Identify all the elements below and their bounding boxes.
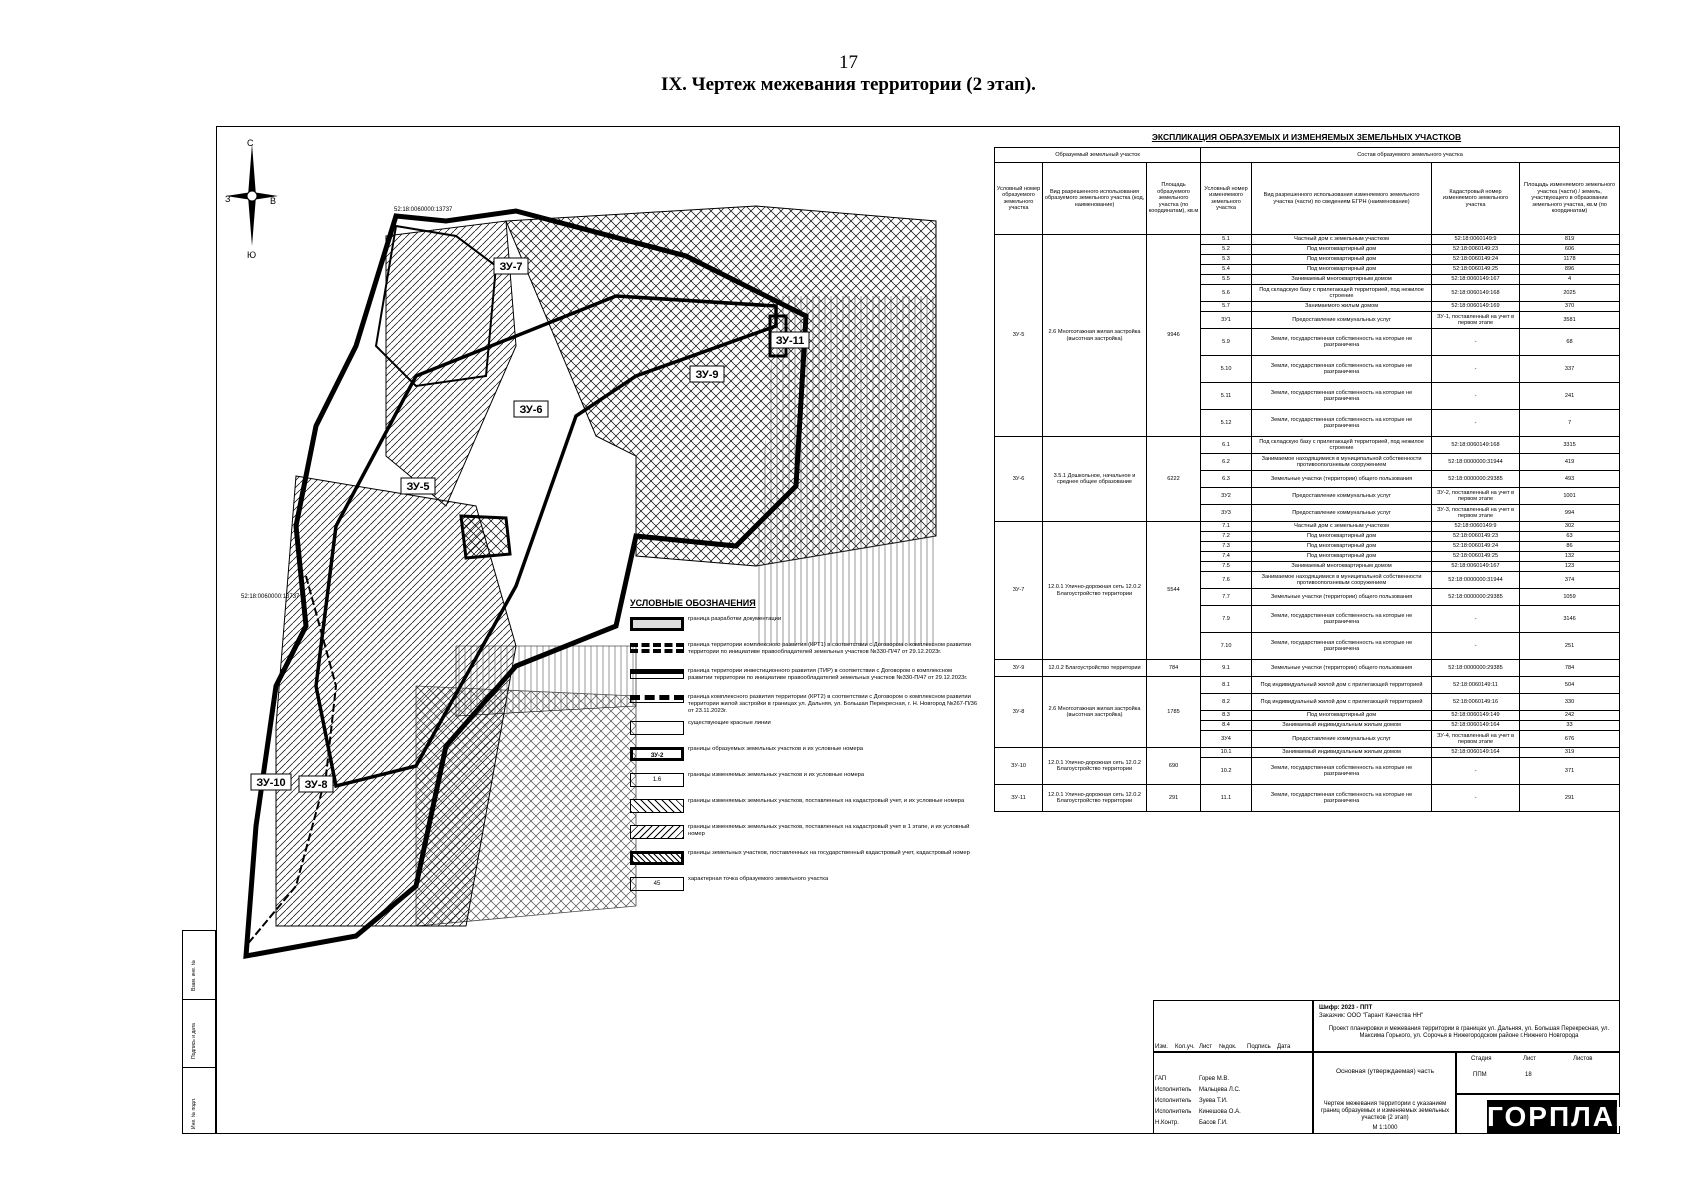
- stage-head: Стадия: [1471, 1056, 1492, 1062]
- legend-symbol: [630, 851, 684, 865]
- explication-title: ЭКСПЛИКАЦИЯ ОБРАЗУЕМЫХ И ИЗМЕНЯЕМЫХ ЗЕМЕЛЬНЫХ УЧАСТКОВ: [1151, 132, 1462, 142]
- zu-area: 6222: [1147, 437, 1201, 522]
- zu-zu: ЗУ-6: [995, 437, 1043, 522]
- zu-use: 2.6 Многоэтажная жилая застройка (высотная застройка): [1043, 235, 1147, 437]
- table-cell: 52:18:0060149:24: [1432, 255, 1520, 265]
- table-cell: -: [1432, 329, 1520, 356]
- zu-use: 12.0.1 Улично-дорожная сеть 12.0.2 Благоустройство территории: [1043, 748, 1147, 785]
- compass-east: В: [270, 196, 277, 206]
- column-header: Условный номер изменяемого земельного участка: [1201, 163, 1252, 235]
- column-header: Вид разрешенного использования изменяемого земельного участка (части) по сведениям ЕГРН (наименование): [1252, 163, 1432, 235]
- table-cell: Под многоквартирный дом: [1252, 245, 1432, 255]
- table-cell: -: [1432, 785, 1520, 812]
- cad-number-top: 52:18:0060000:13737: [394, 207, 453, 213]
- zu-area: 1785: [1147, 677, 1201, 748]
- table-cell: 7.6: [1201, 572, 1252, 589]
- label-zu6: ЗУ-6: [519, 404, 543, 416]
- zu-zu: ЗУ-9: [995, 660, 1043, 677]
- legend-item: [630, 796, 980, 822]
- table-cell: 5.5: [1201, 275, 1252, 285]
- table-cell: 6.3: [1201, 471, 1252, 488]
- table-cell: 52:18:0000000:29385: [1432, 471, 1520, 488]
- table-cell: 5.3: [1201, 255, 1252, 265]
- table-cell: 5.9: [1201, 329, 1252, 356]
- table-cell: Занимаемый многоквартирным домом: [1252, 275, 1432, 285]
- table-cell: 291: [1520, 785, 1620, 812]
- stamp-head: Дата: [1277, 1044, 1291, 1050]
- table-cell: 52:18:0060149:25: [1432, 552, 1520, 562]
- table-cell: 123: [1520, 562, 1620, 572]
- zu-use: 12.0.1 Улично-дорожная сеть 12.0.2 Благоустройство территории: [1043, 522, 1147, 660]
- table-row: [995, 437, 1620, 454]
- legend-item: [630, 822, 980, 848]
- column-header: Площадь образуемого земельного участка (по координатам), кв.м: [1147, 163, 1201, 235]
- legend-text: граница разработки документации: [688, 616, 782, 622]
- legend-item: [630, 718, 980, 744]
- table-cell: 52:18:0060149:164: [1432, 748, 1520, 758]
- table-cell: Под многоквартирный дом: [1252, 542, 1432, 552]
- legend-item: [630, 692, 980, 718]
- stamp-head: Изм.: [1155, 1044, 1168, 1050]
- table-cell: 504: [1520, 677, 1620, 694]
- table-cell: 6.1: [1201, 437, 1252, 454]
- table-cell: Под индивидуальный жилой дом с прилегающей территорией: [1252, 694, 1432, 711]
- table-cell: 10.1: [1201, 748, 1252, 758]
- table-cell: -: [1432, 758, 1520, 785]
- table-cell: 8.4: [1201, 721, 1252, 731]
- table-cell: 3У4: [1201, 731, 1252, 748]
- table-cell: 1001: [1520, 488, 1620, 505]
- table-cell: 374: [1520, 572, 1620, 589]
- table-cell: 7.1: [1201, 522, 1252, 532]
- table-cell: 606: [1520, 245, 1620, 255]
- label-zu10: ЗУ-10: [256, 777, 286, 789]
- legend-symbol: [630, 643, 684, 653]
- table-cell: Земли, государственная собственность на которые не разграничена: [1252, 410, 1432, 437]
- table-cell: 52:18:0060149:9: [1432, 235, 1520, 245]
- stamp-head: №док.: [1219, 1044, 1237, 1050]
- table-cell: Занимаемый индивидуальным жилым домом: [1252, 721, 1432, 731]
- table-cell: Частный дом с земельным участком: [1252, 235, 1432, 245]
- legend-symbol: ЗУ-2: [630, 747, 684, 761]
- legend-text: граница территории комплексного развития (КРТ1) в соответствии с Договором о комплексном развитии территории по инициативе правообладателей земельных участков №330-П/47 от 29.12.2023г.: [688, 642, 971, 655]
- table-cell: 3У1: [1201, 312, 1252, 329]
- zu-zu: ЗУ-8: [995, 677, 1043, 748]
- zu-area: 784: [1147, 660, 1201, 677]
- legend-item: [630, 848, 980, 874]
- group-header-right: Состав образуемого земельного участка: [1201, 148, 1620, 163]
- table-cell: 337: [1520, 356, 1620, 383]
- table-cell: 370: [1520, 302, 1620, 312]
- table-cell: 52:18:0060149:23: [1432, 532, 1520, 542]
- legend-item: [630, 770, 980, 796]
- table-cell: Земельные участки (территории) общего пользования: [1252, 660, 1432, 677]
- table-row: [995, 748, 1620, 758]
- page-number: 17: [839, 52, 858, 73]
- table-cell: 52:18:0060149:23: [1432, 245, 1520, 255]
- page-title: IX. Чертеж межевания территории (2 этап).: [661, 74, 1036, 95]
- table-cell: 7: [1520, 410, 1620, 437]
- table-cell: Под многоквартирный дом: [1252, 552, 1432, 562]
- company-logo: ГОРПЛАН: [1487, 1101, 1638, 1132]
- table-cell: 896: [1520, 265, 1620, 275]
- legend-symbol: 1.6: [630, 773, 684, 787]
- scale: М 1:1000: [1372, 1125, 1398, 1131]
- table-cell: 33: [1520, 721, 1620, 731]
- label-zu7: ЗУ-7: [499, 261, 523, 273]
- zu-area: 5544: [1147, 522, 1201, 660]
- table-cell: Под индивидуальный жилой дом с прилегающей территорией: [1252, 677, 1432, 694]
- table-cell: 7.10: [1201, 633, 1252, 660]
- table-cell: 242: [1520, 711, 1620, 721]
- legend-symbol: [630, 695, 684, 703]
- table-cell: 7.3: [1201, 542, 1252, 552]
- table-cell: 52:18:0060149:167: [1432, 562, 1520, 572]
- table-cell: Земельные участки (территории) общего пользования: [1252, 471, 1432, 488]
- table-cell: 241: [1520, 383, 1620, 410]
- zu-area: 291: [1147, 785, 1201, 812]
- cipher: Шифр: 2023 - ППТ: [1319, 1005, 1373, 1011]
- table-cell: 2025: [1520, 285, 1620, 302]
- legend-text: границы изменяемых земельных участков, поставленных на кадастровый учет в 1 этапе, и их условный номер: [688, 824, 970, 837]
- table-cell: Занимаемое находящимися в муниципальной собственности противооползневым сооружением: [1252, 454, 1432, 471]
- table-cell: 132: [1520, 552, 1620, 562]
- sheet-value: 18: [1525, 1072, 1532, 1078]
- table-cell: 52:18:0060149:25: [1432, 265, 1520, 275]
- stamp-name: Кинешова О.А.: [1199, 1109, 1241, 1115]
- table-cell: Земли, государственная собственность на которые не разграничена: [1252, 383, 1432, 410]
- explication-table: [994, 128, 1619, 812]
- compass-rose: [226, 144, 278, 246]
- table-cell: Занимаемое находящимися в муниципальной собственности противооползневым сооружением: [1252, 572, 1432, 589]
- table-cell: -: [1432, 356, 1520, 383]
- table-cell: ЗУ-3, поставленный на учет в первом этапе: [1432, 505, 1520, 522]
- table-cell: 994: [1520, 505, 1620, 522]
- legend-text: границы образуемых земельных участков и их условные номера: [688, 746, 864, 752]
- table-cell: Земли, государственная собственность на которые не разграничена: [1252, 356, 1432, 383]
- legend-symbol: [630, 721, 684, 735]
- table-cell: Предоставление коммунальных услуг: [1252, 312, 1432, 329]
- label-zu5: ЗУ-5: [406, 481, 430, 493]
- table-cell: 302: [1520, 522, 1620, 532]
- legend-text: граница территории инвестиционного развития (ТИР) в соответствии с Договором о комплексном развитии территории по инициативе правообладателей земельных участков №330-П/47 от 29.12.2023г.: [688, 668, 968, 681]
- legend-text: характерная точка образуемого земельного участка: [688, 876, 829, 882]
- table-cell: 3315: [1520, 437, 1620, 454]
- table-cell: 52:18:0060149:168: [1432, 437, 1520, 454]
- column-header: Вид разрешенного использования образуемого земельного участка (код, наименование): [1043, 163, 1147, 235]
- zu-use: 12.0.2 Благоустройство территории: [1043, 660, 1147, 677]
- table-cell: Занимаемый индивидуальным жилым домом: [1252, 748, 1432, 758]
- table-cell: -: [1432, 410, 1520, 437]
- stamp-name: Мальцева Л.С.: [1199, 1087, 1241, 1093]
- table-cell: 11.1: [1201, 785, 1252, 812]
- zu-zu: ЗУ-5: [995, 235, 1043, 437]
- legend-item: [630, 666, 980, 692]
- zu-zu: ЗУ-7: [995, 522, 1043, 660]
- stamp-name: Зуева Т.И.: [1199, 1098, 1228, 1104]
- table-cell: 3581: [1520, 312, 1620, 329]
- side-stamp-replace: Взам. инв. №: [191, 960, 197, 991]
- table-cell: 3У3: [1201, 505, 1252, 522]
- table-cell: 86: [1520, 542, 1620, 552]
- table-row: [995, 660, 1620, 677]
- table-cell: 1059: [1520, 589, 1620, 606]
- legend-symbol: [630, 799, 684, 813]
- legend-title: УСЛОВНЫЕ ОБОЗНАЧЕНИЯ: [630, 598, 756, 608]
- customer: Заказчик: ООО "Гарант Качества НН": [1319, 1013, 1424, 1019]
- part-name: Основная (утверждаемая) часть: [1335, 1068, 1435, 1075]
- project-name: Проект планировки и межевания территории в границах ул. Дальняя, ул. Большая Перекресная, ул. Максима Горького, ул. Сорочья в Нижегородском районе г.Нижнего Новгорода: [1328, 1026, 1610, 1039]
- zu-use: 12.0.1 Улично-дорожная сеть 12.0.2 Благоустройство территории: [1043, 785, 1147, 812]
- table-cell: 1178: [1520, 255, 1620, 265]
- table-cell: 9.1: [1201, 660, 1252, 677]
- table-cell: Занимаемого жилым домом: [1252, 302, 1432, 312]
- stamp-name: Горев М.В.: [1199, 1076, 1230, 1082]
- table-cell: Земли, государственная собственность на которые не разграничена: [1252, 633, 1432, 660]
- legend-text: границы изменяемых земельных участков и их условные номера: [688, 772, 865, 778]
- table-cell: 5.6: [1201, 285, 1252, 302]
- table-cell: 52:18:0060149:169: [1432, 302, 1520, 312]
- table-cell: 52:18:0060149:16: [1432, 694, 1520, 711]
- table-cell: 3146: [1520, 606, 1620, 633]
- table-cell: 52:18:0060149:164: [1432, 721, 1520, 731]
- legend-text: границы изменяемых земельных участков, поставленных на кадастровый учет, и их условные номера: [688, 798, 965, 804]
- table-cell: 7.7: [1201, 589, 1252, 606]
- table-cell: 4: [1520, 275, 1620, 285]
- explication-grid: [994, 147, 1620, 812]
- legend-symbol: [630, 669, 684, 679]
- compass-south: Ю: [247, 250, 257, 260]
- table-cell: 493: [1520, 471, 1620, 488]
- stamp-role: Исполнитель: [1155, 1098, 1192, 1104]
- table-cell: 5.1: [1201, 235, 1252, 245]
- table-cell: 819: [1520, 235, 1620, 245]
- table-cell: ЗУ-1, поставленный на учет в первом этапе: [1432, 312, 1520, 329]
- table-cell: 676: [1520, 731, 1620, 748]
- table-cell: 52:18:0000000:31944: [1432, 572, 1520, 589]
- table-cell: 6.2: [1201, 454, 1252, 471]
- table-row: [995, 677, 1620, 694]
- table-cell: -: [1432, 633, 1520, 660]
- table-cell: 5.11: [1201, 383, 1252, 410]
- cad-number-left: 52:18:0060000:13737: [241, 594, 300, 600]
- zu-area: 9946: [1147, 235, 1201, 437]
- table-cell: 52:18:0060149:24: [1432, 542, 1520, 552]
- compass-west: З: [225, 194, 231, 204]
- table-cell: 7.4: [1201, 552, 1252, 562]
- table-cell: 5.4: [1201, 265, 1252, 275]
- table-cell: Занимаемый многоквартирным домом: [1252, 562, 1432, 572]
- table-cell: 52:18:0000000:29385: [1432, 660, 1520, 677]
- table-row: [995, 785, 1620, 812]
- table-cell: 7.5: [1201, 562, 1252, 572]
- table-cell: Под многоквартирный дом: [1252, 711, 1432, 721]
- zu-use: 3.5.1 Дошкольное, начальное и среднее общее образование: [1043, 437, 1147, 522]
- table-cell: 5.12: [1201, 410, 1252, 437]
- table-cell: 371: [1520, 758, 1620, 785]
- zu-use: 2.6 Многоэтажная жилая застройка (высотная застройка): [1043, 677, 1147, 748]
- table-cell: Земельные участки (территории) общего пользования: [1252, 589, 1432, 606]
- side-stamp: [182, 930, 216, 1134]
- legend-symbol: [630, 825, 684, 839]
- table-cell: 5.7: [1201, 302, 1252, 312]
- group-header-left: Образуемый земельный участок: [995, 148, 1201, 163]
- table-cell: 330: [1520, 694, 1620, 711]
- side-stamp-inventory: Инв. № подл.: [191, 1097, 197, 1129]
- table-cell: 251: [1520, 633, 1620, 660]
- zu-zu: ЗУ-11: [995, 785, 1043, 812]
- label-zu9: ЗУ-9: [695, 369, 719, 381]
- stamp-role: ГАП: [1155, 1076, 1167, 1082]
- table-cell: 784: [1520, 660, 1620, 677]
- table-cell: 419: [1520, 454, 1620, 471]
- table-cell: 8.1: [1201, 677, 1252, 694]
- legend-symbol: 45: [630, 877, 684, 891]
- sheet-head: Лист: [1523, 1056, 1537, 1062]
- table-cell: 319: [1520, 748, 1620, 758]
- stamp-role: Исполнитель: [1155, 1087, 1192, 1093]
- table-cell: 52:18:0060149:9: [1432, 522, 1520, 532]
- stamp-head: Лист: [1199, 1044, 1213, 1050]
- stamp-role: Н.Контр.: [1155, 1120, 1179, 1126]
- table-cell: Под складскую базу с прилегающей территорией, под нежилое строение: [1252, 285, 1432, 302]
- side-stamp-signature: Подпись и дата: [191, 1023, 197, 1059]
- table-cell: 8.3: [1201, 711, 1252, 721]
- stamp-head: Кол.уч.: [1175, 1044, 1195, 1050]
- table-cell: -: [1432, 606, 1520, 633]
- table-cell: Земли, государственная собственность на которые не разграничена: [1252, 606, 1432, 633]
- table-cell: 5.10: [1201, 356, 1252, 383]
- table-cell: 68: [1520, 329, 1620, 356]
- table-cell: 52:18:0060149:11: [1432, 677, 1520, 694]
- stamp-role: Исполнитель: [1155, 1109, 1192, 1115]
- table-cell: -: [1432, 383, 1520, 410]
- table-cell: 5.2: [1201, 245, 1252, 255]
- table-cell: 52:18:0060149:167: [1432, 275, 1520, 285]
- table-cell: ЗУ-2, поставленный на учет в первом этапе: [1432, 488, 1520, 505]
- table-cell: Земли, государственная собственность на которые не разграничена: [1252, 329, 1432, 356]
- legend-symbol: [630, 617, 684, 631]
- compass-north: С: [247, 138, 254, 148]
- label-zu8: ЗУ-8: [304, 779, 328, 791]
- table-cell: 63: [1520, 532, 1620, 542]
- sheets-head: Листов: [1573, 1056, 1593, 1062]
- legend-text: границы земельных участков, поставленных на государственный кадастровый учет, кадастровый номер: [688, 850, 970, 856]
- stamp-name: Басов Г.И.: [1199, 1120, 1228, 1126]
- column-header: Условный номер образуемого земельного участка: [995, 163, 1043, 235]
- legend: [630, 598, 980, 900]
- drawing-name: Чертеж межевания территории с указанием границ образуемых и изменяемых земельных участков (2 этап): [1320, 1101, 1450, 1121]
- table-cell: 7.2: [1201, 532, 1252, 542]
- legend-item: [630, 744, 980, 770]
- legend-text: существующие красные линии: [688, 720, 771, 726]
- table-cell: Частный дом с земельным участком: [1252, 522, 1432, 532]
- table-cell: 52:18:0000000:31944: [1432, 454, 1520, 471]
- legend-text: граница комплексного развития территории (КРТ2) в соответствии с Договором о комплексном развитии территории жилой застройки в границах ул. Дальняя, ул. Большая Перекресная, г. Н. Новгород №267-П/36 от 23.11.2023г.: [688, 694, 978, 714]
- column-header: Площадь изменяемого земельного участка (части) / земель, участвующего в образовании земельного участка, кв.м (по координатам): [1520, 163, 1620, 235]
- table-cell: 8.2: [1201, 694, 1252, 711]
- table-cell: Под многоквартирный дом: [1252, 532, 1432, 542]
- legend-item: [630, 614, 980, 640]
- table-row: [995, 235, 1620, 245]
- table-cell: Предоставление коммунальных услуг: [1252, 505, 1432, 522]
- table-row: [995, 522, 1620, 532]
- table-cell: Земли, государственная собственность на которые не разграничена: [1252, 758, 1432, 785]
- table-cell: Под многоквартирный дом: [1252, 255, 1432, 265]
- table-cell: 10.2: [1201, 758, 1252, 785]
- table-cell: ЗУ-4, поставленный на учет в первом этапе: [1432, 731, 1520, 748]
- column-header: Кадастровый номер изменяемого земельного участка: [1432, 163, 1520, 235]
- table-cell: Земли, государственная собственность на которые не разграничена: [1252, 785, 1432, 812]
- zu-zu: ЗУ-10: [995, 748, 1043, 785]
- table-cell: Предоставление коммунальных услуг: [1252, 488, 1432, 505]
- legend-item: [630, 640, 980, 666]
- table-cell: Под складскую базу с прилегающей территорией, под нежилое строение: [1252, 437, 1432, 454]
- table-cell: 52:18:0000000:29385: [1432, 589, 1520, 606]
- table-cell: 7.9: [1201, 606, 1252, 633]
- stamp-head: Подпись: [1247, 1044, 1271, 1050]
- zu-area: 690: [1147, 748, 1201, 785]
- table-cell: Предоставление коммунальных услуг: [1252, 731, 1432, 748]
- table-cell: 52:18:0060149:149: [1432, 711, 1520, 721]
- table-cell: 52:18:0060149:168: [1432, 285, 1520, 302]
- table-cell: Под многоквартирный дом: [1252, 265, 1432, 275]
- table-cell: 3У2: [1201, 488, 1252, 505]
- stage-value: ППМ: [1473, 1072, 1487, 1078]
- legend-item: [630, 874, 980, 900]
- label-zu11: ЗУ-11: [775, 335, 805, 347]
